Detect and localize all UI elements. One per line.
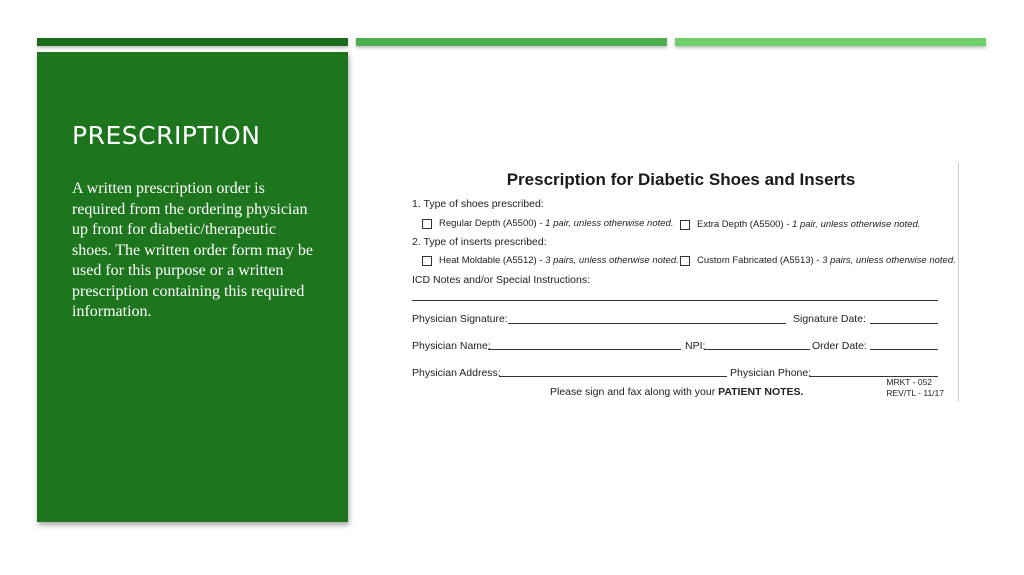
- checkbox-icon: [422, 219, 432, 229]
- checkbox-icon: [680, 256, 690, 266]
- option-label: Heat Moldable (A5512) -: [439, 255, 543, 266]
- form-footer: [550, 386, 803, 398]
- order-date-line: [870, 349, 938, 350]
- option-note: 1 pair, unless otherwise noted.: [792, 219, 921, 230]
- question-inserts: 2. Type of inserts prescribed:: [412, 236, 547, 248]
- order-date-label: Order Date:: [812, 340, 867, 352]
- option-custom-fabricated: [680, 255, 956, 266]
- option-label: Custom Fabricated (A5513) -: [697, 255, 820, 266]
- physician-phone-label: Physician Phone:: [730, 367, 812, 379]
- checkbox-icon: [680, 220, 690, 230]
- accent-bar-mid: [356, 38, 667, 46]
- icd-notes-label: ICD Notes and/or Special Instructions:: [412, 274, 590, 286]
- checkbox-icon: [422, 256, 432, 266]
- form-title: Prescription for Diabetic Shoes and Inserts: [506, 170, 856, 189]
- option-regular-depth: [422, 218, 673, 229]
- option-note: 3 pairs, unless otherwise noted.: [822, 255, 956, 266]
- option-label: Regular Depth (A5500) -: [439, 218, 543, 229]
- slide-title: PRESCRIPTION: [72, 121, 261, 150]
- footer-emphasis: PATIENT NOTES.: [718, 386, 804, 398]
- form-code-line-1: MRKT - 052: [886, 377, 933, 387]
- option-heat-moldable: [422, 255, 679, 266]
- accent-bar-light: [675, 38, 986, 46]
- icd-notes-line: [412, 300, 938, 301]
- accent-bar-dark: [37, 38, 348, 46]
- option-extra-depth: [680, 219, 920, 230]
- npi-label: NPI:: [685, 340, 706, 352]
- title-panel: [37, 52, 348, 522]
- slide-body-text: A written prescription order is required from the ordering physician up front for diabetic/therapeutic shoes. The written order form may be used for this purpose or a written prescription containing this required information.: [72, 180, 313, 320]
- npi-line: [704, 349, 810, 350]
- form-code-line-2: REV/TL - 11/17: [886, 388, 944, 398]
- physician-signature-line: [508, 323, 786, 324]
- signature-date-line: [870, 323, 938, 324]
- footer-text: Please sign and fax along with your: [550, 386, 716, 398]
- physician-signature-label: Physician Signature:: [412, 313, 508, 325]
- option-label: Extra Depth (A5500) -: [697, 219, 790, 230]
- physician-address-line: [499, 376, 727, 377]
- option-note: 3 pairs, unless otherwise noted.: [545, 255, 679, 266]
- question-shoes: 1. Type of shoes prescribed:: [412, 198, 544, 210]
- option-note: 1 pair, unless otherwise noted.: [545, 218, 674, 229]
- physician-name-label: Physician Name:: [412, 340, 491, 352]
- signature-date-label: Signature Date:: [793, 313, 866, 325]
- physician-address-label: Physician Address:: [412, 367, 501, 379]
- prescription-form-image: [404, 162, 959, 402]
- physician-name-line: [488, 349, 681, 350]
- form-code: [886, 377, 944, 399]
